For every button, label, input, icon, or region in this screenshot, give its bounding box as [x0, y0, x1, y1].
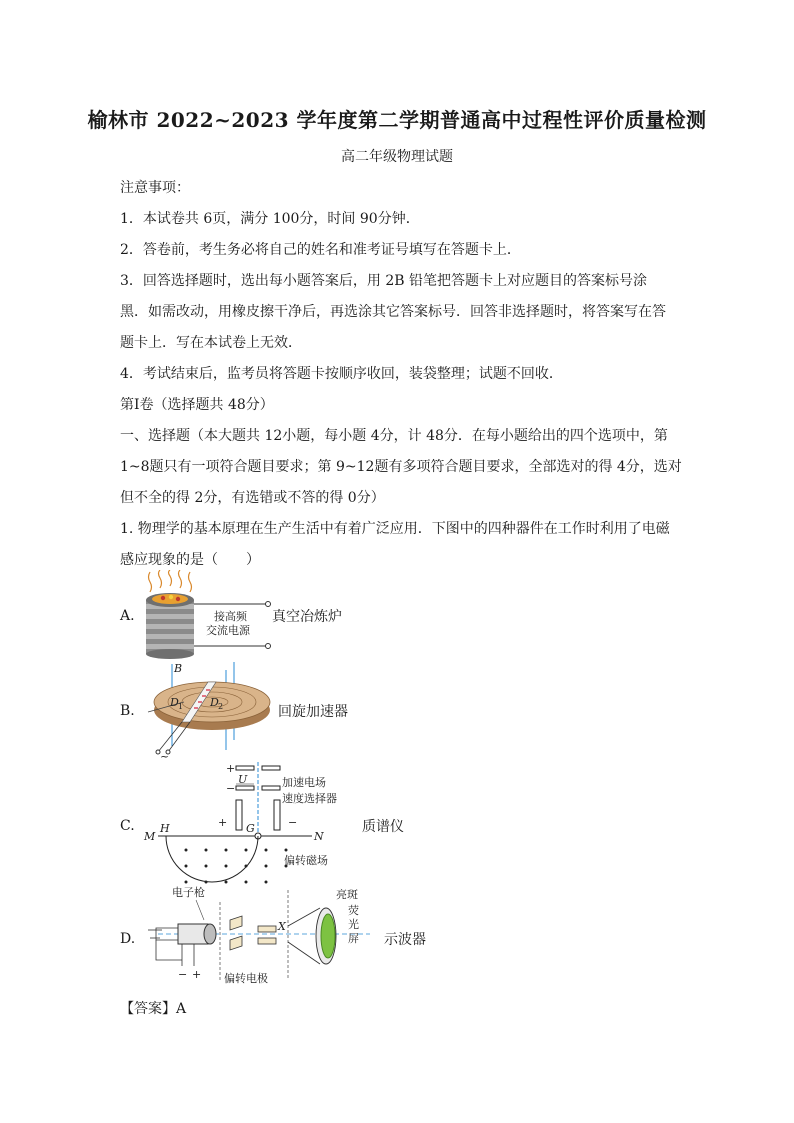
- screen-label-3: 屏: [348, 932, 359, 945]
- option-a-letter: A.: [120, 608, 135, 624]
- cyclotron-diagram: [144, 660, 274, 760]
- cyclotron-ac-label: ~: [160, 750, 170, 760]
- gun-minus: −: [178, 968, 188, 981]
- note-item-3: 3．回答选择题时，选出每小题答案后，用 2B 铅笔把答题卡上对应题目的答案标号涂: [120, 273, 648, 289]
- oscilloscope-diagram: [138, 882, 374, 986]
- cyclotron-b-label: B: [174, 662, 183, 675]
- section-instructions-1: 一、选择题（本大题共 12小题，每小题 4分，计 48分．在每小题给出的四个选项中，第: [120, 428, 668, 444]
- option-c-name: 质谱仪: [362, 819, 404, 835]
- question-1-stem-2: 感应现象的是（ ）: [120, 552, 260, 568]
- option-d-name: 示波器: [384, 932, 426, 948]
- accel-field-label: 加速电场: [282, 776, 326, 789]
- note-item-1: 1．本试卷共 6页，满分 100分，时间 90分钟．: [120, 211, 420, 227]
- selector-plus: +: [218, 816, 228, 829]
- option-d-letter: D.: [120, 931, 136, 947]
- cyclotron-d2-label: D: [210, 696, 219, 709]
- gun-plus: +: [192, 968, 202, 981]
- vacuum-furnace-diagram: [138, 570, 278, 660]
- screen-label-1: 荧: [348, 904, 359, 917]
- screen-label-2: 光: [348, 918, 359, 931]
- deflection-electrode-label: 偏转电极: [224, 972, 268, 985]
- furnace-label-1: 接高频: [214, 610, 247, 623]
- point-m-label: M: [144, 830, 156, 843]
- section-instructions-3: 但不全的得 2分，有选错或不答的得 0分）: [120, 490, 385, 506]
- option-b-name: 回旋加速器: [278, 704, 348, 720]
- volume-heading: 第Ⅰ卷（选择题共 48分）: [120, 397, 274, 413]
- velocity-selector-label: 速度选择器: [282, 792, 337, 805]
- cyclotron-d1-label: D: [170, 696, 179, 709]
- deflection-field-label: 偏转磁场: [284, 854, 328, 867]
- accel-plus: +: [226, 762, 236, 775]
- note-item-4: 4．考试结束后，监考员将答题卡按顺序收回，装袋整理；试题不回收．: [120, 366, 563, 382]
- notes-heading: 注意事项：: [120, 180, 190, 196]
- selector-minus: −: [288, 816, 298, 829]
- electron-gun-label: 电子枪: [172, 886, 205, 899]
- heat-waves-icon: [149, 570, 192, 592]
- note-item-2: 2．答卷前，考生务必将自己的姓名和准考证号填写在答题卡上．: [120, 242, 521, 258]
- option-b-letter: B.: [120, 703, 135, 719]
- cyclotron-d1-sub: 1: [178, 702, 184, 711]
- cyclotron-d2-sub: 2: [218, 702, 224, 711]
- point-n-label: N: [314, 830, 324, 843]
- note-item-3-cont-2: 题卡上．写在本试卷上无效．: [120, 335, 302, 351]
- section-instructions-2: 1~8题只有一项符合题目要求；第 9~12题有多项符合题目要求，全部选对的得 4分，选对: [120, 459, 682, 475]
- mass-spectrometer-diagram: [138, 760, 358, 888]
- plate-x-label: X: [278, 920, 286, 933]
- exam-title: 榆林市 2022~2023 学年度第二学期普通高中过程性评价质量检测: [87, 108, 707, 132]
- question-1-stem-1: 1. 物理学的基本原理在生产生活中有着广泛应用．下图中的四种器件在工作时利用了电磁: [120, 521, 670, 537]
- point-g-label: G: [246, 822, 255, 835]
- accel-u-label: U: [238, 773, 248, 786]
- exam-subtitle: 高二年级物理试题: [341, 149, 453, 165]
- option-c-letter: C.: [120, 818, 135, 834]
- point-h-label: H: [160, 822, 170, 835]
- note-item-3-cont-1: 黑．如需改动，用橡皮擦干净后，再选涂其它答案标号．回答非选择题时，将答案写在答: [120, 304, 666, 320]
- bright-spot-label: 亮斑: [336, 888, 358, 901]
- furnace-label-2: 交流电源: [206, 624, 250, 637]
- field-dots: [185, 849, 288, 884]
- answer-line: 【答案】A: [120, 1001, 187, 1017]
- option-a-name: 真空冶炼炉: [272, 609, 342, 625]
- accel-minus: −: [226, 782, 236, 795]
